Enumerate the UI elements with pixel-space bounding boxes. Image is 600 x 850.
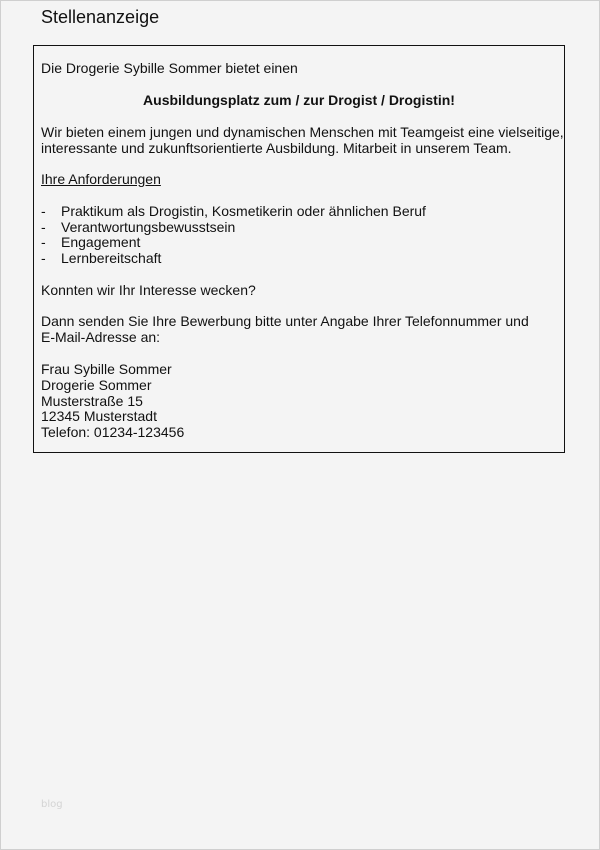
requirement-text: Lernbereitschaft: [61, 250, 162, 266]
intro-text: Die Drogerie Sybille Sommer bietet einen: [41, 60, 298, 76]
requirement-text: Engagement: [61, 234, 141, 250]
contact-phone: Telefon: 01234-123456: [41, 424, 185, 440]
requirement-text: Praktikum als Drogistin, Kosmetikerin oder ähnlichen Beruf: [61, 203, 426, 219]
bullet-dash: -: [41, 219, 46, 235]
requirement-text: Verantwortungsbewusstsein: [61, 219, 236, 235]
page-title: Stellenanzeige: [41, 7, 160, 27]
bullet-dash: -: [41, 203, 46, 219]
apply-text-line-1: Dann senden Sie Ihre Bewerbung bitte unter Angabe Ihrer Telefonnummer und: [41, 313, 529, 329]
question-text: Konnten wir Ihr Interesse wecken?: [41, 282, 256, 298]
contact-street: Musterstraße 15: [41, 393, 143, 409]
offer-text-line-1: Wir bieten einem jungen und dynamischen Menschen mit Teamgeist eine vielseitige,: [41, 124, 564, 140]
ad-headline: Ausbildungsplatz zum / zur Drogist / Drogistin!: [143, 92, 455, 108]
job-ad-box: [33, 45, 565, 453]
bullet-dash: -: [41, 234, 46, 250]
apply-text-line-2: E-Mail-Adresse an:: [41, 329, 161, 345]
watermark-text: blog: [41, 799, 63, 810]
contact-name: Frau Sybille Sommer: [41, 361, 172, 377]
contact-city: 12345 Musterstadt: [41, 408, 157, 424]
offer-text-line-2: interessante und zukunftsorientierte Ausbildung. Mitarbeit in unserem Team.: [41, 140, 512, 156]
contact-company: Drogerie Sommer: [41, 377, 152, 393]
requirements-heading: Ihre Anforderungen: [41, 171, 161, 187]
bullet-dash: -: [41, 250, 46, 266]
